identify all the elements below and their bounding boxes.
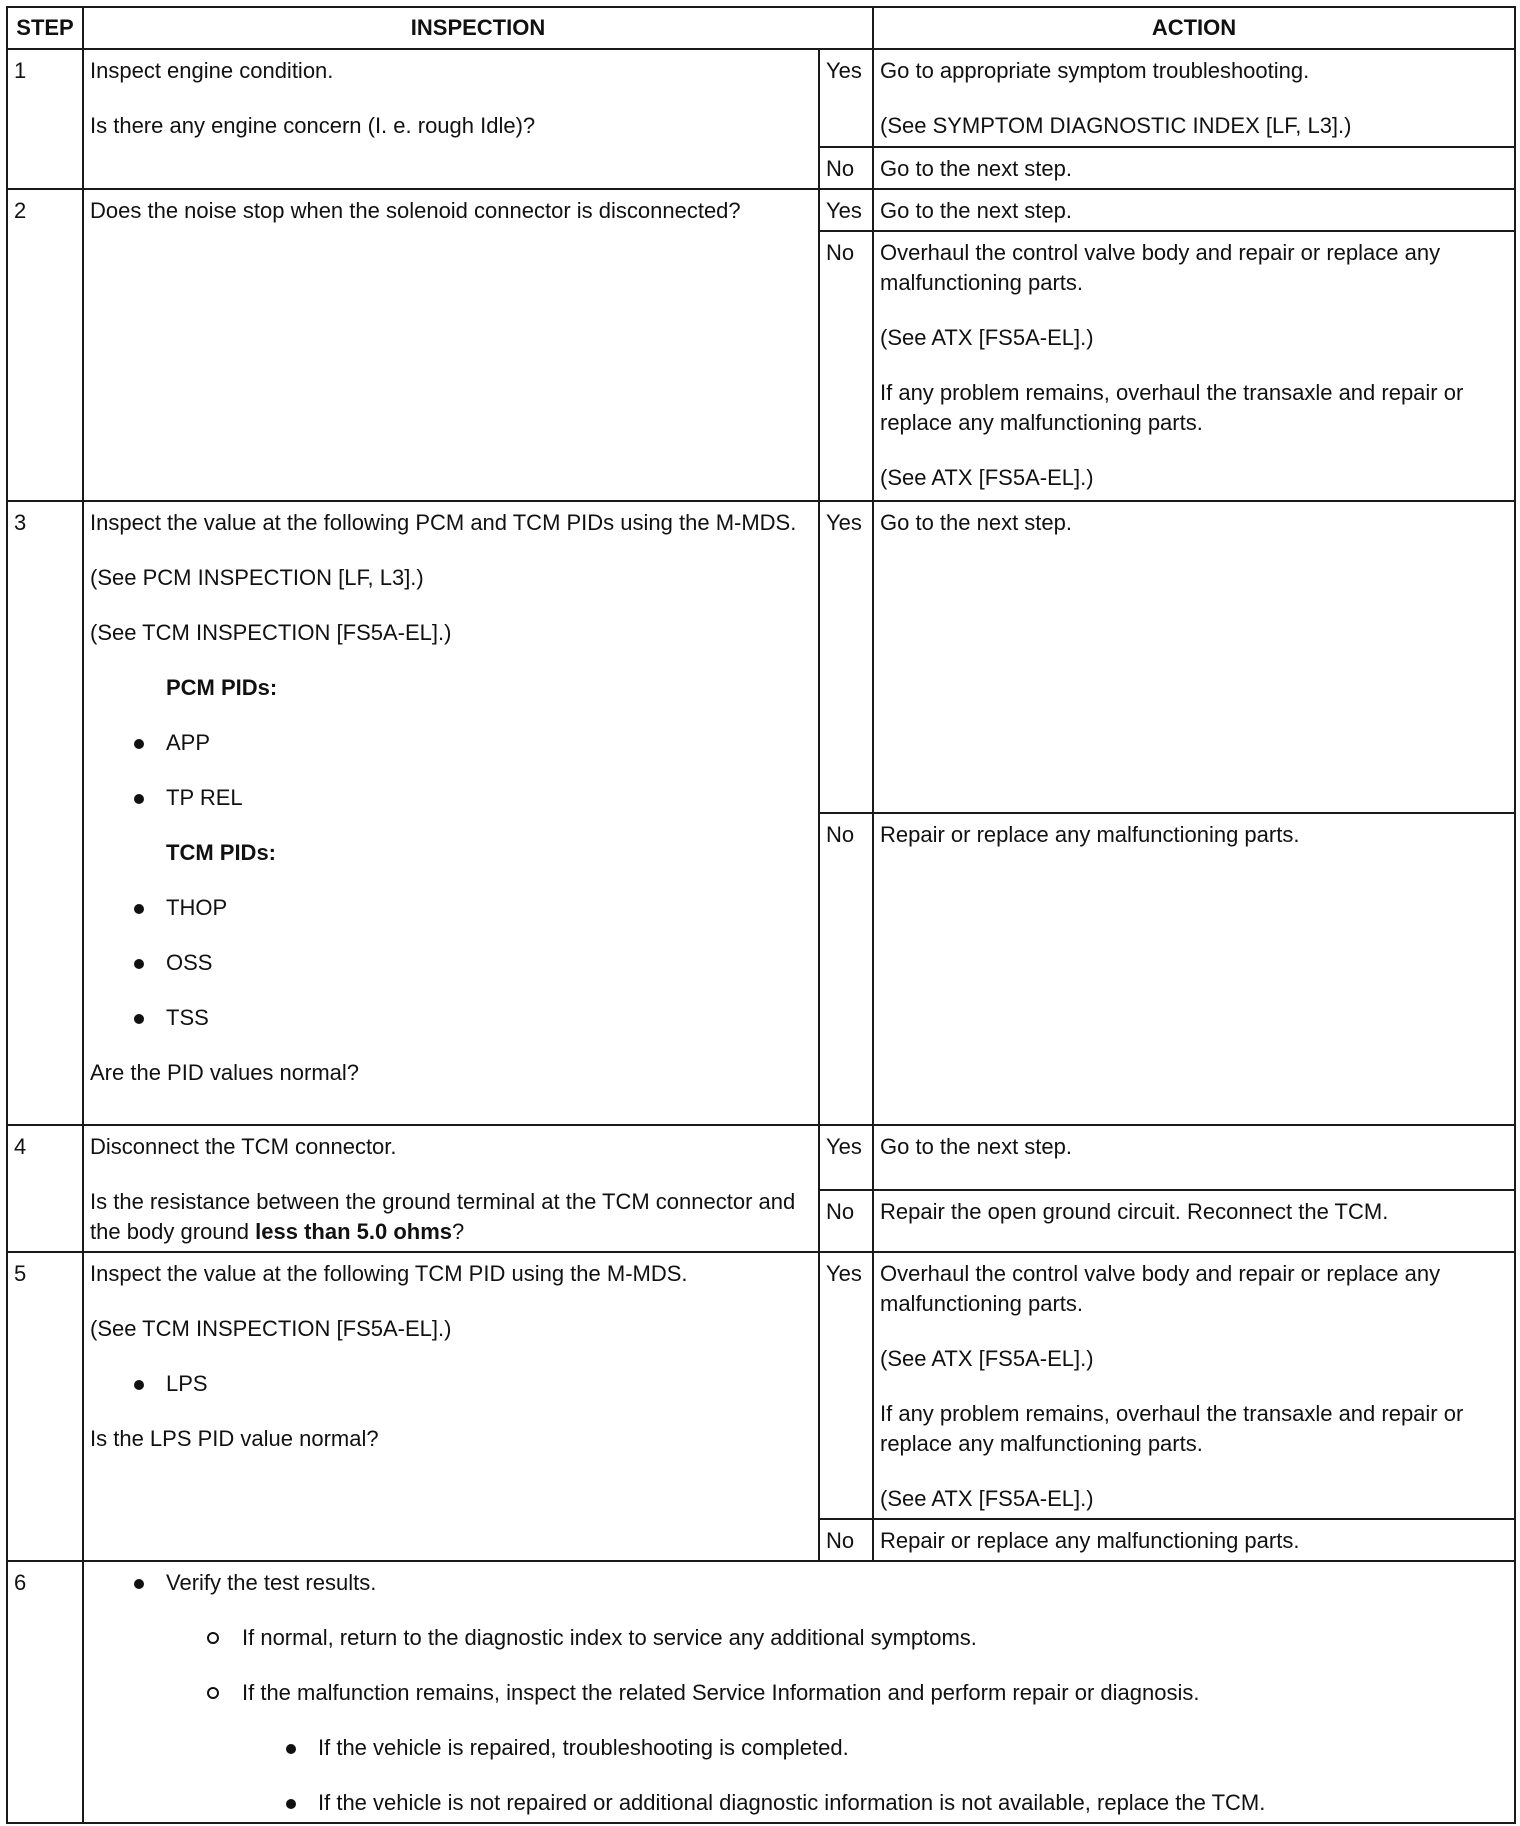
step-inspection bbox=[83, 1252, 819, 1561]
inspection-question: Are the PID values normal? bbox=[90, 1060, 360, 1085]
verify-subitem: If normal, return to the diagnostic index to service any additional symptoms. bbox=[90, 1623, 1508, 1653]
step-inspection bbox=[83, 49, 819, 189]
header-action: ACTION bbox=[873, 7, 1515, 49]
yes-label: Yes bbox=[819, 1252, 873, 1519]
action-text: Overhaul the control valve body and repair or replace any malfunctioning parts. bbox=[880, 240, 1441, 295]
yes-action bbox=[873, 501, 1515, 813]
inspection-question: Is the LPS PID value normal? bbox=[90, 1426, 379, 1451]
step-number: 1 bbox=[7, 49, 83, 189]
action-text: Go to appropriate symptom troubleshooting. bbox=[880, 58, 1310, 83]
action-reference: (See ATX [FS5A-EL].) bbox=[880, 1346, 1094, 1371]
yes-label: Yes bbox=[819, 501, 873, 813]
action-text: Overhaul the control valve body and repair or replace any malfunctioning parts. bbox=[880, 1261, 1441, 1316]
step-verification bbox=[83, 1561, 1515, 1823]
no-label: No bbox=[819, 1190, 873, 1253]
header-row bbox=[7, 7, 1515, 49]
inspection-reference: (See TCM INSPECTION [FS5A-EL].) bbox=[90, 620, 452, 645]
no-label: No bbox=[819, 1519, 873, 1561]
pid-item: TSS bbox=[90, 1003, 812, 1033]
pid-item: LPS bbox=[90, 1369, 812, 1399]
action-text: Go to the next step. bbox=[880, 1134, 1073, 1159]
verify-subsubitem: If the vehicle is not repaired or additional diagnostic information is not available, replace the TCM. bbox=[90, 1788, 1508, 1818]
action-text: Go to the next step. bbox=[880, 198, 1073, 223]
action-text: Repair or replace any malfunctioning parts. bbox=[880, 822, 1300, 847]
inspection-question: Is there any engine concern (I. e. rough Idle)? bbox=[90, 113, 536, 138]
resistance-threshold: less than 5.0 ohms bbox=[255, 1219, 452, 1244]
yes-label: Yes bbox=[819, 1125, 873, 1190]
yes-label: Yes bbox=[819, 189, 873, 231]
inspection-text: Inspect the value at the following PCM and TCM PIDs using the M-MDS. bbox=[90, 510, 797, 535]
inspection-reference: (See PCM INSPECTION [LF, L3].) bbox=[90, 565, 424, 590]
diagnostic-table bbox=[6, 6, 1516, 1824]
inspection-question: Is the resistance between the ground terminal at the TCM connector and the body ground less than 5.0 ohms? bbox=[90, 1189, 796, 1244]
yes-action bbox=[873, 189, 1515, 231]
no-action bbox=[873, 1190, 1515, 1253]
pid-item: THOP bbox=[90, 893, 812, 923]
step-inspection bbox=[83, 1125, 819, 1252]
verify-subitem: If the malfunction remains, inspect the related Service Information and perform repair or diagnosis. bbox=[90, 1678, 1508, 1708]
action-text: Go to the next step. bbox=[880, 510, 1073, 535]
step-inspection bbox=[83, 189, 819, 501]
step-3-row-a bbox=[7, 501, 1515, 813]
step-4-row-a bbox=[7, 1125, 1515, 1190]
action-text: Go to the next step. bbox=[880, 156, 1073, 181]
action-text: Repair the open ground circuit. Reconnect the TCM. bbox=[880, 1198, 1389, 1224]
action-reference: (See SYMPTOM DIAGNOSTIC INDEX [LF, L3].) bbox=[880, 113, 1352, 138]
inspection-text: Inspect the value at the following TCM PID using the M-MDS. bbox=[90, 1261, 688, 1286]
pid-item: TP REL bbox=[90, 783, 812, 813]
yes-action bbox=[873, 49, 1515, 147]
no-action bbox=[873, 1519, 1515, 1561]
step-inspection bbox=[83, 501, 819, 1125]
inspection-text: Inspect engine condition. bbox=[90, 58, 334, 83]
inspection-reference: (See TCM INSPECTION [FS5A-EL].) bbox=[90, 1316, 452, 1341]
header-inspection: INSPECTION bbox=[83, 7, 873, 49]
inspection-question: Does the noise stop when the solenoid connector is disconnected? bbox=[90, 198, 741, 223]
step-number: 3 bbox=[7, 501, 83, 1125]
inspection-text: Disconnect the TCM connector. bbox=[90, 1134, 397, 1159]
header-step: STEP bbox=[7, 7, 83, 49]
pid-item: APP bbox=[90, 728, 812, 758]
step-number: 4 bbox=[7, 1125, 83, 1252]
no-action bbox=[873, 231, 1515, 501]
yes-action bbox=[873, 1125, 1515, 1190]
yes-action bbox=[873, 1252, 1515, 1519]
step-number: 2 bbox=[7, 189, 83, 501]
action-reference: (See ATX [FS5A-EL].) bbox=[880, 465, 1094, 490]
no-action bbox=[873, 147, 1515, 189]
action-text: If any problem remains, overhaul the transaxle and repair or replace any malfunctioning parts. bbox=[880, 380, 1464, 435]
no-label: No bbox=[819, 231, 873, 501]
action-text: Repair or replace any malfunctioning parts. bbox=[880, 1528, 1300, 1553]
no-label: No bbox=[819, 147, 873, 189]
pcm-pids-heading: PCM PIDs: bbox=[166, 675, 278, 700]
step-5-row-a bbox=[7, 1252, 1515, 1519]
action-text: If any problem remains, overhaul the transaxle and repair or replace any malfunctioning parts. bbox=[880, 1401, 1464, 1456]
tcm-pids-heading: TCM PIDs: bbox=[166, 840, 276, 865]
step-number: 5 bbox=[7, 1252, 83, 1561]
step-2-row-a bbox=[7, 189, 1515, 231]
verify-item: Verify the test results. bbox=[90, 1568, 1508, 1598]
no-action bbox=[873, 813, 1515, 1125]
step-6-row bbox=[7, 1561, 1515, 1823]
action-reference: (See ATX [FS5A-EL].) bbox=[880, 1486, 1094, 1511]
step-1-row-a bbox=[7, 49, 1515, 147]
step-number: 6 bbox=[7, 1561, 83, 1823]
no-label: No bbox=[819, 813, 873, 1125]
verify-subsubitem: If the vehicle is repaired, troubleshooting is completed. bbox=[90, 1733, 1508, 1763]
pid-item: OSS bbox=[90, 948, 812, 978]
yes-label: Yes bbox=[819, 49, 873, 147]
action-reference: (See ATX [FS5A-EL].) bbox=[880, 325, 1094, 350]
